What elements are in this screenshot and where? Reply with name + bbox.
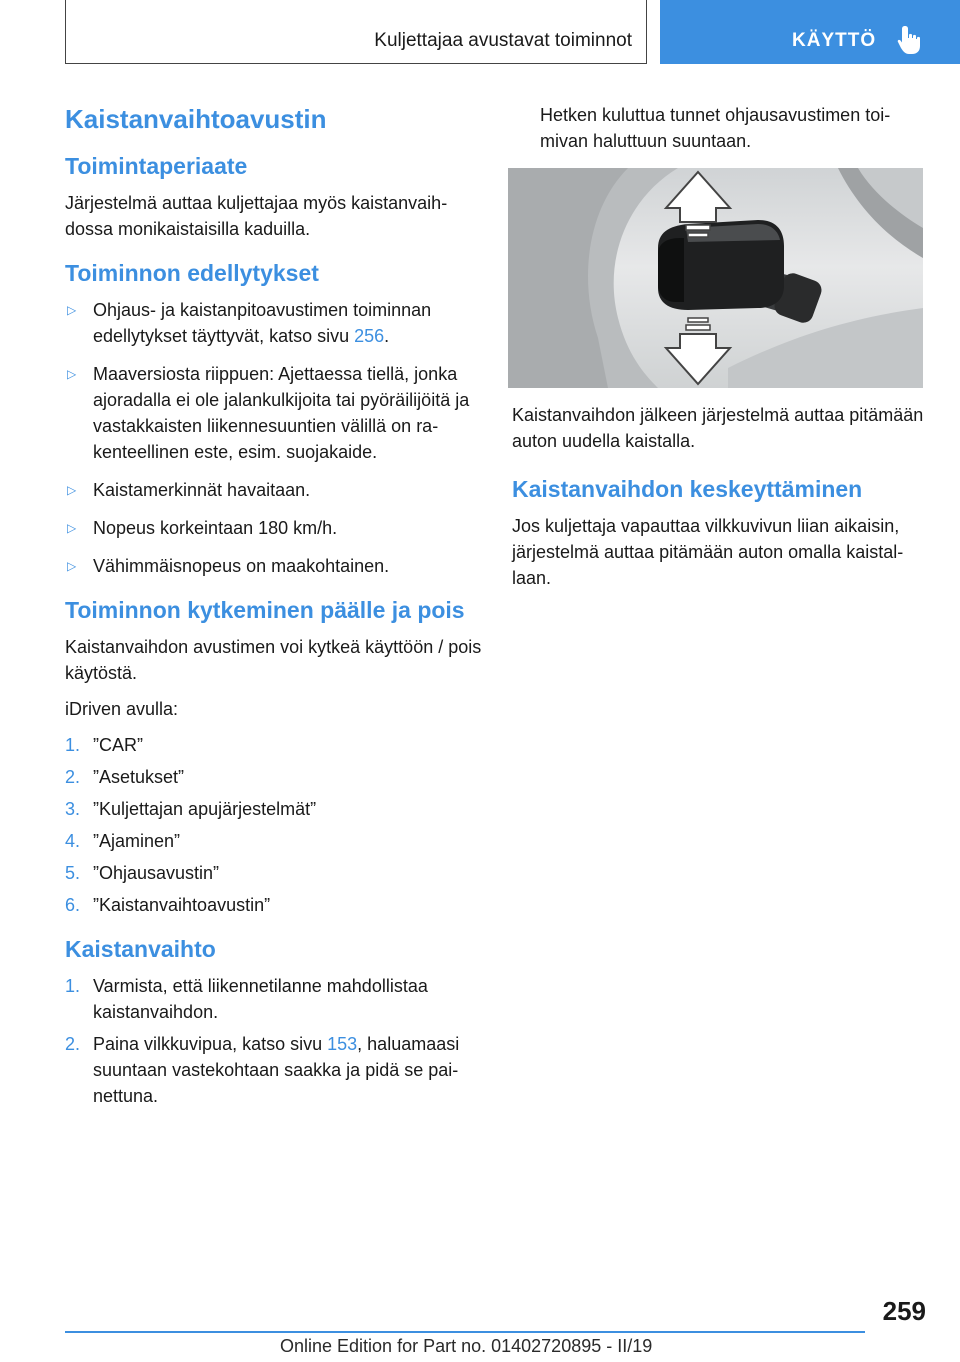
list-item: 2. ”Asetukset” (65, 767, 185, 787)
section-switching-text: Kaistanvaihdon avustimen voi kytkeä käyttöön / pois käytöstä. (65, 637, 482, 683)
left-column (65, 100, 485, 1127)
header-section-box (65, 0, 647, 64)
list-item: 1. Varmista, että liikennetilanne mahdollistaa kaistanvaihdon. (65, 976, 428, 1022)
list-item: 1. ”CAR” (65, 735, 143, 755)
right-paragraph-2: Kaistanvaihdon jälkeen järjestelmä auttaa pitämään auton uudella kaistalla. (512, 405, 924, 451)
triangle-bullet-icon: ▷ (67, 559, 77, 573)
lane-change-steps (65, 973, 485, 1109)
section-principle-title: Toimintaperiaate (65, 153, 248, 179)
section-switching (65, 597, 485, 918)
section-lane-change (65, 936, 485, 1109)
idrive-steps (65, 732, 485, 918)
footer-divider (65, 1331, 865, 1333)
page-link-153[interactable]: 153 (327, 1034, 358, 1054)
chapter-tab-label: KÄYTTÖ (792, 30, 877, 51)
list-item: ▷ Nopeus korkeintaan 180 km/h. (65, 515, 485, 541)
main-title: Kaistanvaihtoavustin (65, 104, 327, 134)
right-column (512, 102, 927, 609)
turn-signal-lever-illustration (508, 168, 923, 388)
list-item: ▷ Kaistamerkinnät havaitaan. (65, 477, 485, 503)
triangle-bullet-icon: ▷ (67, 521, 77, 535)
section-switching-text2: iDriven avulla: (65, 699, 179, 719)
chapter-tab[interactable] (660, 0, 960, 64)
right-paragraph-1: Hetken kuluttua tunnet ohjausavustimen toimivan haluttuun suuntaan. (540, 105, 891, 151)
triangle-bullet-icon: ▷ (67, 367, 77, 381)
section-requirements (65, 260, 485, 579)
section-cancel (512, 476, 927, 591)
hand-pointer-icon (896, 24, 926, 56)
page-link-256[interactable]: 256 (354, 326, 385, 346)
header-section-title: Kuljettajaa avustavat toiminnot (374, 30, 632, 51)
section-requirements-title: Toiminnon edellytykset (65, 260, 319, 286)
section-cancel-title: Kaistanvaihdon keskeyttäminen (512, 476, 863, 502)
section-principle-text: Järjestelmä auttaa kuljettajaa myös kaistanvaihdossa monikaistaisilla kaduilla. (65, 193, 448, 239)
list-item: 6. ”Kaistanvaihtoavustin” (65, 895, 271, 915)
list-item: 3. ”Kuljettajan apujärjestelmät” (65, 799, 317, 819)
triangle-bullet-icon: ▷ (67, 303, 77, 317)
section-cancel-text: Jos kuljettaja vapauttaa vilkkuvivun liian aikaisin, järjestelmä auttaa pitämään auton omalla kaistallaan. (512, 516, 904, 588)
list-item: 5. ”Ohjausavustin” (65, 863, 220, 883)
lever-drawing (508, 168, 923, 388)
list-item: ▷ Ohjaus- ja kaistanpitoavustimen toiminnan edellytykset täyttyvät, katso sivu 256. (65, 297, 485, 349)
list-item: 4. ”Ajaminen” (65, 831, 181, 851)
section-switching-title: Toiminnon kytkeminen päälle ja pois (65, 597, 465, 623)
section-principle (65, 153, 485, 242)
list-item: 2. Paina vilkkuvipua, katso sivu 153, haluamaasi suuntaan vastekohtaan saakka ja pidä se painettuna. (65, 1034, 460, 1106)
list-item: ▷ Maaversiosta riippuen: Ajettaessa tiellä, jonka ajoradalla ei ole jalankulkijoita tai pyöräilijöitä ja vastakkaisten liikennesuuntien välillä on rakenteellinen este, esim. suojakaide. (65, 361, 485, 465)
section-lane-change-title: Kaistanvaihto (65, 936, 216, 962)
list-item: ▷ Vähimmäisnopeus on maakohtainen. (65, 553, 485, 579)
triangle-bullet-icon: ▷ (67, 483, 77, 497)
requirements-list (65, 297, 485, 579)
page-number: 259 (882, 1296, 926, 1326)
footer-edition: Online Edition for Part no. 01402720895 - II/19 (280, 1336, 653, 1356)
